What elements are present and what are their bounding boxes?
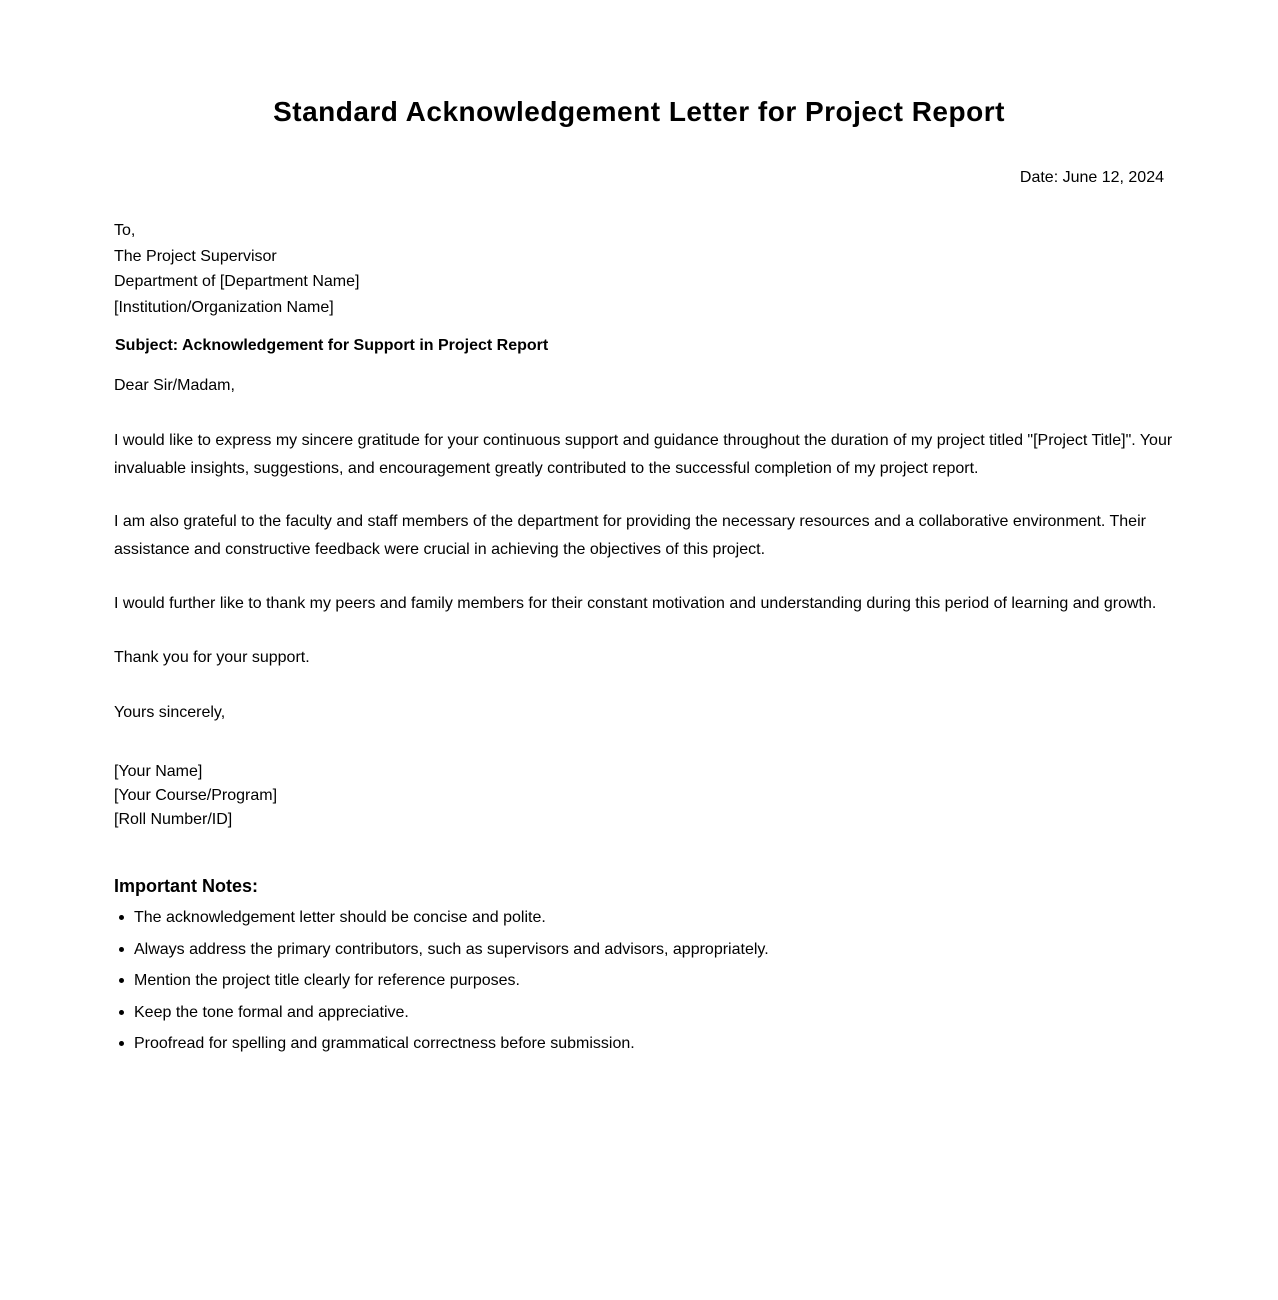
letter-salutation: Dear Sir/Madam, xyxy=(114,377,235,394)
signature-name: [Your Name] xyxy=(114,763,203,780)
signature-course: [Your Course/Program] xyxy=(114,787,278,804)
body-paragraph-1: I would like to express my sincere gratitude for your continuous support and guidance throughout the duration of my project titled "[Project Title]". Your invaluable insights, suggestions, and encouragement greatly contributed to the successful completion of my project report. xyxy=(114,432,1173,477)
address-department: Department of [Department Name] xyxy=(114,273,360,290)
list-item xyxy=(134,938,769,970)
signature-block xyxy=(114,760,277,832)
address-recipient: The Project Supervisor xyxy=(114,247,277,265)
bullet-icon xyxy=(119,1041,124,1046)
body-paragraph-3: I would further like to thank my peers and family members for their constant motivation and understanding during this period of learning and growth. xyxy=(114,595,1157,612)
bullet-icon xyxy=(119,978,124,983)
bullet-icon xyxy=(119,1010,124,1015)
bullet-icon xyxy=(119,947,124,952)
letter-closing: Yours sincerely, xyxy=(114,704,226,721)
note-text: Proofread for spelling and grammatical correctness before submission. xyxy=(134,1035,635,1053)
letter-subject: Subject: Acknowledgement for Support in Project Report xyxy=(115,337,549,354)
bullet-icon xyxy=(119,915,124,920)
list-item xyxy=(134,1032,769,1064)
recipient-address xyxy=(114,218,359,320)
body-paragraph-4: Thank you for your support. xyxy=(114,649,310,666)
note-text: The acknowledgement letter should be concise and polite. xyxy=(134,909,546,926)
address-to: To, xyxy=(114,222,136,239)
note-text: Always address the primary contributors, such as supervisors and advisors, appropriately. xyxy=(134,940,769,958)
list-item xyxy=(134,1001,769,1033)
letter-date: Date: June 12, 2024 xyxy=(1019,169,1164,186)
note-text: Keep the tone formal and appreciative. xyxy=(134,1003,409,1021)
list-item xyxy=(134,969,769,1001)
notes-list xyxy=(114,906,769,1064)
page-title: Standard Acknowledgement Letter for Project Report xyxy=(273,96,1005,127)
signature-roll: [Roll Number/ID] xyxy=(114,811,233,828)
body-paragraph-2: I am also grateful to the faculty and staff members of the department for providing the necessary resources and a collaborative environment. Their assistance and constructive feedback were crucial in achieving the objectives of this project. xyxy=(114,513,1146,558)
note-text: Mention the project title clearly for reference purposes. xyxy=(134,972,520,990)
notes-heading: Important Notes: xyxy=(114,876,258,896)
list-item xyxy=(134,906,769,938)
address-institution: [Institution/Organization Name] xyxy=(114,298,334,316)
